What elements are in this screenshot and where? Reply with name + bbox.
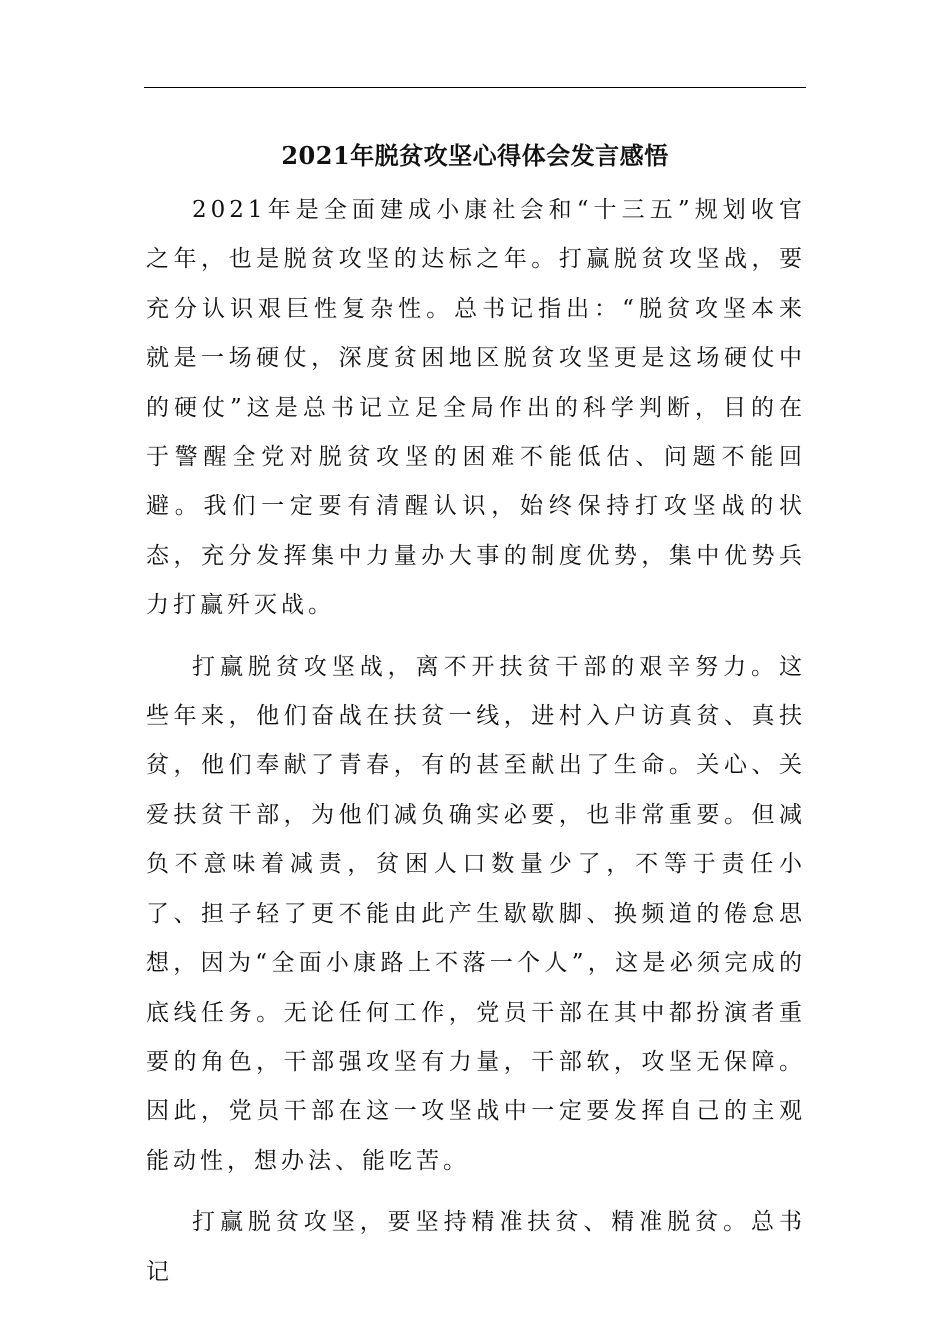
paragraph-3: 打赢脱贫攻坚，要坚持精准扶贫、精准脱贫。总书记 — [146, 1209, 806, 1285]
paragraph-2: 打赢脱贫攻坚战，离不开扶贫干部的艰辛努力。这些年来，他们奋战在扶贫一线，进村入户访真贫、真扶贫，他们奉献了青春，有的甚至献出了生命。关心、关爱扶贫干部，为他们减负确实必要，也非常重要。但减负不意味着减责，贫困人口数量少了，不等于责任小了、担子轻了更不能由此产生歇歇脚、换频道的倦怠思想，因为“全面小康路上不落一个人”，这是必须完成的底线任务。无论任何工作，党员干部在其中都扮演者重要的角色，干部强攻坚有力量，干部软，攻坚无保障。因此，党员干部在这一攻坚战中一定要发挥自己的主观能动性，想办法、能吃苦。 — [146, 653, 806, 1174]
header-rule — [144, 87, 806, 88]
paragraph-1: 2021年是全面建成小康社会和“十三五”规划收官之年，也是脱贫攻坚的达标之年。打赢脱贫攻坚战，要充分认识艰巨性复杂性。总书记指出：“脱贫攻坚本来就是一场硬仗，深度贫困地区脱贫攻坚更是这场硬仗中的硬仗”这是总书记立足全局作出的科学判断，目的在于警醒全党对脱贫攻坚的困难不能低估、问题不能回避。我们一定要有清醒认识，始终保持打攻坚战的状态，充分发挥集中力量办大事的制度优势，集中优势兵力打赢歼灭战。 — [146, 197, 806, 619]
document-title: 2021年脱贫攻坚心得体会发言感悟 — [281, 141, 669, 170]
document-body — [146, 186, 806, 1297]
